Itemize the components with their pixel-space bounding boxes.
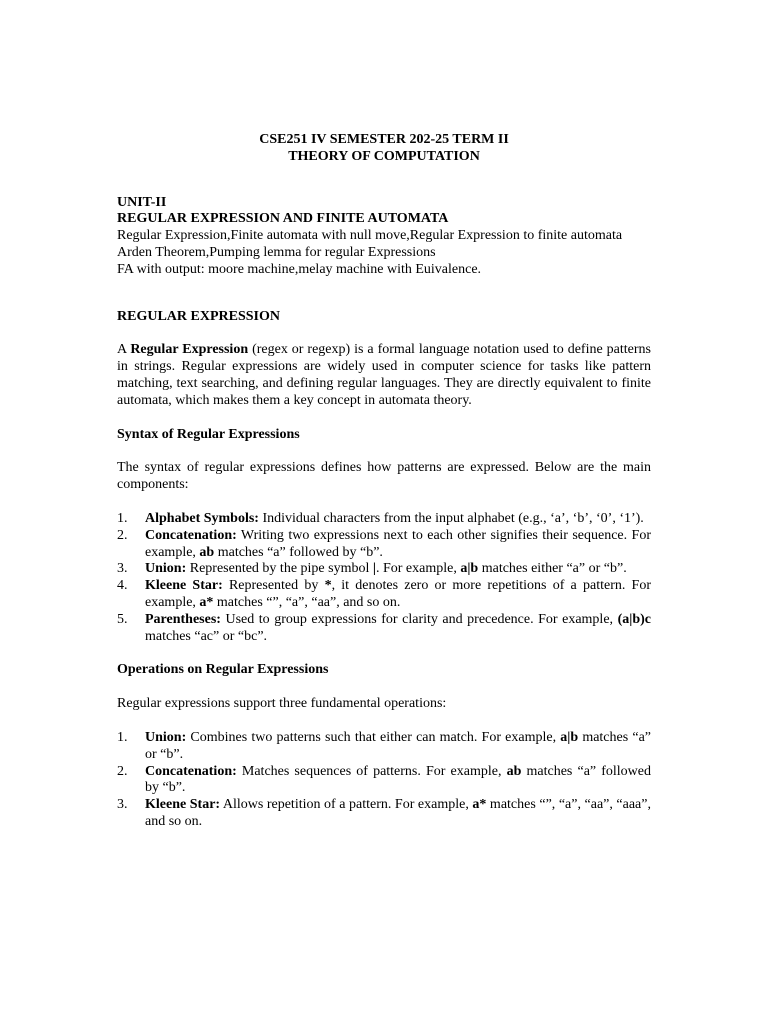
list-text: Represented by	[222, 578, 325, 594]
list-number: 2.	[117, 763, 128, 779]
list-term: Concatenation:	[145, 763, 237, 779]
unit-block	[117, 195, 651, 279]
list-text: Combines two patterns such that either can match. For example,	[186, 729, 561, 745]
list-text: Used to group expressions for clarity and precedence. For example,	[220, 611, 618, 627]
list-code: |	[372, 561, 376, 577]
intro-text: (regex or regexp) is a formal language notation used to define patterns in strings. Regular expressions are widely used in computer science for tasks like pattern matching, text searching, and defining regular languages. They are directly equivalent to finite automata, which makes them a key concept in automata theory.	[117, 342, 651, 408]
list-text: Represented by the pipe symbol	[186, 561, 373, 577]
unit-topic-line: FA with output: moore machine,melay machine with Euivalence.	[117, 261, 482, 277]
unit-topic-line: Regular Expression,Finite automata with null move,Regular Expression to finite automata	[117, 228, 623, 244]
list-number: 2.	[117, 527, 128, 543]
list-text: Matches sequences of patterns. For example,	[236, 763, 507, 779]
list-code: a|b	[560, 729, 579, 745]
list-term: Parentheses:	[145, 611, 221, 627]
list-number: 3.	[117, 561, 128, 577]
list-item	[117, 511, 651, 528]
list-text: matches “a” followed by “b”.	[145, 763, 651, 796]
list-code: *	[324, 578, 332, 594]
list-code: a*	[199, 594, 214, 610]
list-term: Alphabet Symbols:	[145, 510, 259, 526]
list-code: (a|b)c	[617, 611, 651, 627]
list-number: 1.	[117, 510, 128, 526]
list-item	[117, 612, 651, 646]
list-item	[117, 730, 651, 764]
unit-title: REGULAR EXPRESSION AND FINITE AUTOMATA	[117, 211, 449, 227]
unit-topic-line: Arden Theorem,Pumping lemma for regular Expressions	[117, 244, 436, 260]
document-header	[117, 132, 651, 166]
list-text: . For example,	[375, 561, 461, 577]
list-text: matches “”, “a”, “aa”, “aaa”, and so on.	[145, 797, 651, 829]
list-number: 4.	[117, 578, 128, 594]
list-term: Kleene Star:	[145, 578, 223, 594]
list-text: Individual characters from the input alphabet (e.g., ‘a’, ‘b’, ‘0’, ‘1’).	[258, 510, 644, 526]
list-code: a*	[472, 797, 487, 813]
list-code: ab	[506, 763, 522, 779]
unit-label: UNIT-II	[117, 194, 167, 210]
regex-intro-paragraph	[117, 342, 651, 409]
list-number: 1.	[117, 729, 128, 745]
list-term: Union:	[145, 561, 187, 577]
subject-line: THEORY OF COMPUTATION	[288, 148, 480, 164]
list-term: Union:	[145, 729, 187, 745]
section-heading-regex: REGULAR EXPRESSION	[117, 308, 280, 324]
list-term: Concatenation:	[145, 527, 237, 543]
list-code: ab	[199, 544, 215, 560]
list-text: matches “”, “a”, “aa”, and so on.	[213, 594, 401, 610]
syntax-list	[117, 511, 651, 645]
intro-prefix: A	[117, 342, 131, 358]
list-item	[117, 764, 651, 798]
list-text: matches “a” or “b”.	[145, 729, 651, 762]
syntax-intro-paragraph: The syntax of regular expressions defines how patterns are expressed. Below are the main components:	[117, 460, 651, 493]
list-item	[117, 797, 651, 831]
list-item	[117, 561, 651, 578]
list-text: , it denotes zero or more repetitions of a pattern. For example,	[145, 578, 652, 610]
list-term: Kleene Star:	[145, 797, 221, 813]
section-heading-operations: Operations on Regular Expressions	[117, 662, 329, 678]
list-text: Writing two expressions next to each other signifies their sequence. For example,	[145, 527, 651, 560]
list-text: matches “ac” or “bc”.	[145, 628, 268, 644]
list-item	[117, 528, 651, 562]
operations-intro-paragraph: Regular expressions support three fundamental operations:	[117, 696, 447, 712]
list-item	[117, 578, 651, 612]
section-heading-syntax: Syntax of Regular Expressions	[117, 426, 300, 442]
intro-term: Regular Expression	[130, 342, 249, 358]
list-text: matches either “a” or “b”.	[478, 561, 627, 577]
course-line: CSE251 IV SEMESTER 202-25 TERM II	[259, 132, 509, 147]
operations-list	[117, 730, 651, 831]
list-text: Allows repetition of a pattern. For example,	[220, 797, 473, 813]
list-text: matches “a” followed by “b”.	[214, 544, 383, 560]
list-code: a|b	[460, 561, 479, 577]
list-number: 5.	[117, 611, 128, 627]
list-number: 3.	[117, 797, 128, 813]
